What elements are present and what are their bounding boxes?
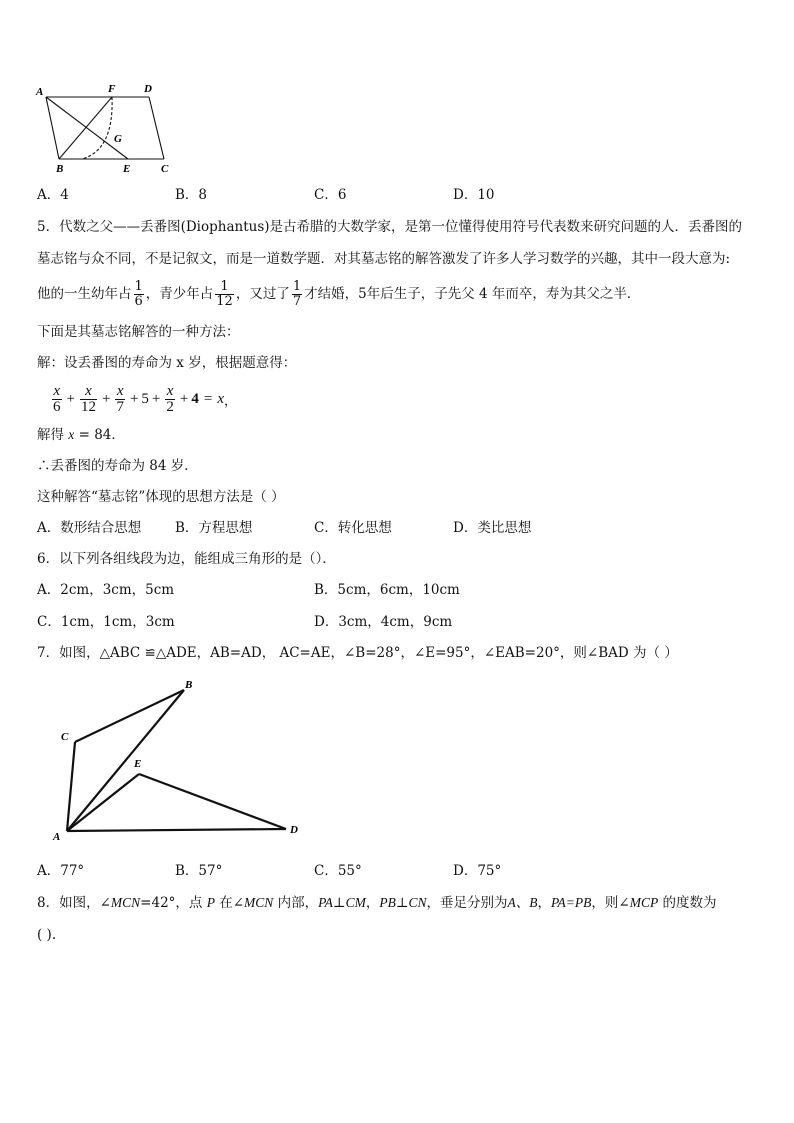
q4-label-c: C xyxy=(161,163,169,175)
q7-figure-triangles xyxy=(48,676,310,846)
q7-edge-ab xyxy=(67,690,184,831)
q5-frac3-den: 7 xyxy=(292,293,302,309)
q8-stem-e: ，垂足分别为 xyxy=(426,895,508,911)
q8-angle-mcp: ∠MCP xyxy=(618,895,659,910)
q7-option-c[interactable]: C．55° xyxy=(314,863,362,879)
q7-label-d: D xyxy=(290,824,298,836)
q5-question: 这种解答“墓志铭”体现的思想方法是（ ） xyxy=(37,489,285,505)
q8-angle-mcn-2: ∠MCN xyxy=(232,895,274,910)
q5-conclusion: ∴丢番图的寿命为 84 岁． xyxy=(37,458,198,474)
q5-eq-den1: 6 xyxy=(53,398,61,415)
q8-point-p: P xyxy=(206,895,215,910)
q5-eq-plus5: + xyxy=(179,390,189,407)
q5-eq-four: 4 xyxy=(191,390,199,407)
q5-frac2-den: 12 xyxy=(216,293,233,309)
q7-label-c: C xyxy=(61,731,69,743)
q7-edge-cb xyxy=(75,690,184,742)
q5-eq-num3: x xyxy=(116,382,124,399)
q8-pa-perp: PA⊥CM xyxy=(318,895,366,910)
q4-edge-dc xyxy=(149,97,164,159)
q8-pb-perp: PB⊥CN xyxy=(379,895,427,910)
q4-option-d[interactable]: D．10 xyxy=(453,187,495,203)
q5-eq-plus4: + xyxy=(151,390,161,407)
q4-label-g: G xyxy=(114,133,122,145)
q4-label-e: E xyxy=(123,163,131,175)
q4-option-a[interactable]: A．4 xyxy=(37,187,69,203)
q5-solution-prefix: 解得 xyxy=(37,427,69,443)
q7-stem: 7．如图，△ABC ≌△ADE，AB=AD， AC=AE，∠B=28°，∠E=95°，∠EAB=20°，则∠BAD 为（ ） xyxy=(37,645,678,661)
q8-stem-g: 的度数为 xyxy=(658,895,717,911)
q5-eq-end: ， xyxy=(223,392,237,408)
q7-edge-ed xyxy=(139,774,286,829)
q4-segment-bf xyxy=(59,97,112,159)
q4-edge-ab xyxy=(46,97,59,159)
q7-edge-ac xyxy=(67,742,75,831)
q5-text-line3 xyxy=(37,274,640,314)
q7-option-d[interactable]: D．75° xyxy=(453,863,502,879)
q6-option-a[interactable]: A．2cm，3cm，5cm xyxy=(37,582,175,598)
q5-equation xyxy=(50,379,237,419)
q5-eq-den4: 2 xyxy=(166,398,174,415)
q5-eq-plus3: + xyxy=(129,390,139,407)
q5-eq-den2: 12 xyxy=(80,398,96,415)
q5-option-b[interactable]: B．方程思想 xyxy=(175,520,253,536)
q5-text-line5: 解：设丢番图的寿命为 x 岁，根据题意得： xyxy=(37,355,297,371)
q6-option-d[interactable]: D．3cm，4cm，9cm xyxy=(314,614,453,630)
q5-solution-value: = 84． xyxy=(74,427,125,443)
q7-option-b[interactable]: B．57° xyxy=(175,863,223,879)
q5-option-a[interactable]: A．数形结合思想 xyxy=(37,520,142,536)
q5-eq-den3: 7 xyxy=(116,398,124,415)
q5-option-d[interactable]: D．类比思想 xyxy=(453,520,532,536)
q5-line3-a: 他的一生幼年占 xyxy=(37,286,132,302)
q5-eq-num1: x xyxy=(53,382,61,399)
q8-comma1: ， xyxy=(365,895,380,911)
q5-frac1-den: 6 xyxy=(134,293,143,309)
q5-eq-num4: x xyxy=(166,382,174,399)
q5-fraction-1-6 xyxy=(134,280,144,309)
q6-option-c[interactable]: C．1cm，1cm，3cm xyxy=(37,614,175,630)
q5-eq-term-x2 xyxy=(165,384,175,415)
q5-solution-var: x xyxy=(68,427,75,442)
q5-text-line2: 墓志铭与众不同，不是记叙文，而是一道数学题．对其墓志铭的解答激发了许多人学习数学的兴趣，其中一段大意为: xyxy=(37,251,731,267)
q5-fraction-1-12 xyxy=(215,280,234,309)
q4-option-b[interactable]: B．8 xyxy=(175,187,208,203)
q5-eq-plus1: + xyxy=(66,390,75,407)
q8-stem-d: 内部， xyxy=(273,895,319,911)
q4-label-a: A xyxy=(36,86,44,98)
q8-angle-mcn: ∠MCN xyxy=(99,895,141,910)
q5-option-c[interactable]: C．转化思想 xyxy=(314,520,392,536)
q4-label-f: F xyxy=(108,83,116,95)
q5-solution xyxy=(37,426,125,444)
q4-label-b: B xyxy=(56,163,64,175)
q8-feet: A、B xyxy=(507,895,538,910)
q5-text-line1: 5．代数之父——丢番图(Diophantus)是古希腊的大数学家，是第一位懂得使用符号代表数来研究问题的人．丢番图的 xyxy=(37,219,743,235)
q5-line3-d: 才结婚，5年后生子，子先父 4 年而卒，寿为其父之半． xyxy=(304,286,641,302)
q5-frac1-num: 1 xyxy=(134,278,143,294)
q8-comma2: ， xyxy=(537,895,552,911)
q8-pa-eq-pb: PA=PB xyxy=(551,895,592,910)
q8-stem-c: 在 xyxy=(214,895,233,911)
q6-option-b[interactable]: B．5cm，6cm，10cm xyxy=(314,582,460,598)
q8-stem-line2: ( ). xyxy=(37,927,57,943)
q8-stem-a: 8．如图， xyxy=(37,895,100,911)
q5-eq-term-x7 xyxy=(115,384,125,415)
q6-stem: 6．以下列各组线段为边，能组成三角形的是（）． xyxy=(37,551,336,567)
q7-edge-ae xyxy=(67,774,139,831)
q5-eq-term-x6 xyxy=(52,384,62,415)
q5-eq-rhs: x xyxy=(217,390,224,407)
q5-eq-equals: = xyxy=(203,390,213,407)
q4-option-c[interactable]: C．6 xyxy=(314,187,347,203)
q5-text-line4: 下面是其墓志铭解答的一种方法： xyxy=(37,324,240,340)
q5-line3-b: ，青少年占 xyxy=(145,286,214,302)
q4-segment-ae xyxy=(46,97,128,159)
q5-frac3-num: 1 xyxy=(292,278,302,294)
q5-line3-c: ，又过了 xyxy=(235,286,290,302)
q4-figure-parallelogram xyxy=(32,80,182,175)
q5-eq-plus2: + xyxy=(101,390,111,407)
q5-frac2-num: 1 xyxy=(220,278,229,294)
q7-option-a[interactable]: A．77° xyxy=(37,863,85,879)
q4-label-d: D xyxy=(144,83,152,95)
q7-label-b: B xyxy=(185,679,193,691)
q5-eq-term-x12 xyxy=(80,384,97,415)
q5-eq-num2: x xyxy=(85,382,92,399)
q5-fraction-1-7 xyxy=(292,280,302,309)
q7-edge-ad xyxy=(67,829,286,831)
q7-label-a: A xyxy=(53,831,61,843)
q5-eq-five: 5 xyxy=(141,390,149,407)
q8-stem xyxy=(37,894,717,912)
q8-stem-b: =42°，点 xyxy=(140,895,207,911)
q7-label-e: E xyxy=(134,758,142,770)
q8-stem-f: ，则 xyxy=(591,895,619,911)
